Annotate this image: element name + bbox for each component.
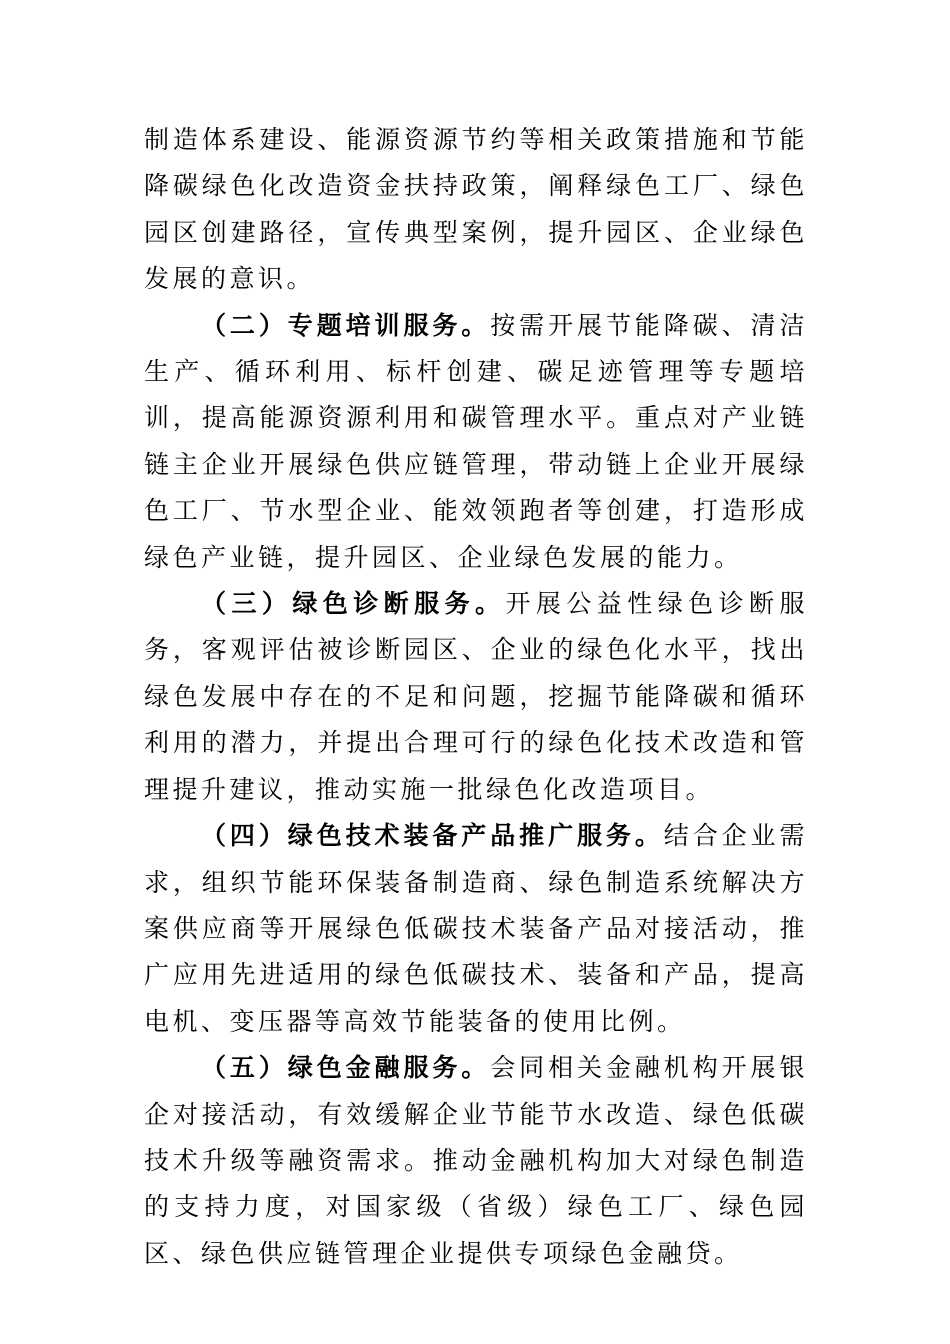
paragraph-text: 会同相关金融机构开展银企对接活动，有效缓解企业节能节水改造、绿色低碳技术升级等融资需求。推动金融机构加大对绿色制造的支持力度，对国家级（省级）绿色工厂、绿色园区、绿色供应链管理企业提供专项绿色金融贷。 <box>144 1053 808 1268</box>
document-body <box>144 117 808 1277</box>
paragraph-technology-promotion-service <box>144 813 808 1045</box>
paragraph-finance-service <box>144 1045 808 1277</box>
section-heading-diagnosis: （三）绿色诊断服务。 <box>201 589 506 619</box>
section-heading-training: （二）专题培训服务。 <box>201 310 491 340</box>
paragraph-text: 制造体系建设、能源资源节约等相关政策措施和节能降碳绿色化改造资金扶持政策，阐释绿色工厂、绿色园区创建路径，宣传典型案例，提升园区、企业绿色发展的意识。 <box>144 125 808 294</box>
paragraph-text: 开展公益性绿色诊断服务，客观评估被诊断园区、企业的绿色化水平，找出绿色发展中存在的不足和问题，挖掘节能降碳和循环利用的潜力，并提出合理可行的绿色化技术改造和管理提升建议，推动实施一批绿色化改造项目。 <box>144 589 808 804</box>
paragraph-training-service <box>144 303 808 581</box>
paragraph-continuation <box>144 117 808 303</box>
paragraph-text: 结合企业需求，组织节能环保装备制造商、绿色制造系统解决方案供应商等开展绿色低碳技术装备产品对接活动，推广应用先进适用的绿色低碳技术、装备和产品，提高电机、变压器等高效节能装备的使用比例。 <box>144 821 808 1036</box>
paragraph-diagnosis-service <box>144 581 808 813</box>
section-heading-finance: （五）绿色金融服务。 <box>201 1053 491 1083</box>
section-heading-technology-promotion: （四）绿色技术装备产品推广服务。 <box>201 821 664 851</box>
paragraph-text: 按需开展节能降碳、清洁生产、循环利用、标杆创建、碳足迹管理等专题培训，提高能源资源利用和碳管理水平。重点对产业链链主企业开展绿色供应链管理，带动链上企业开展绿色工厂、节水型企业、能效领跑者等创建，打造形成绿色产业链，提升园区、企业绿色发展的能力。 <box>144 310 808 572</box>
